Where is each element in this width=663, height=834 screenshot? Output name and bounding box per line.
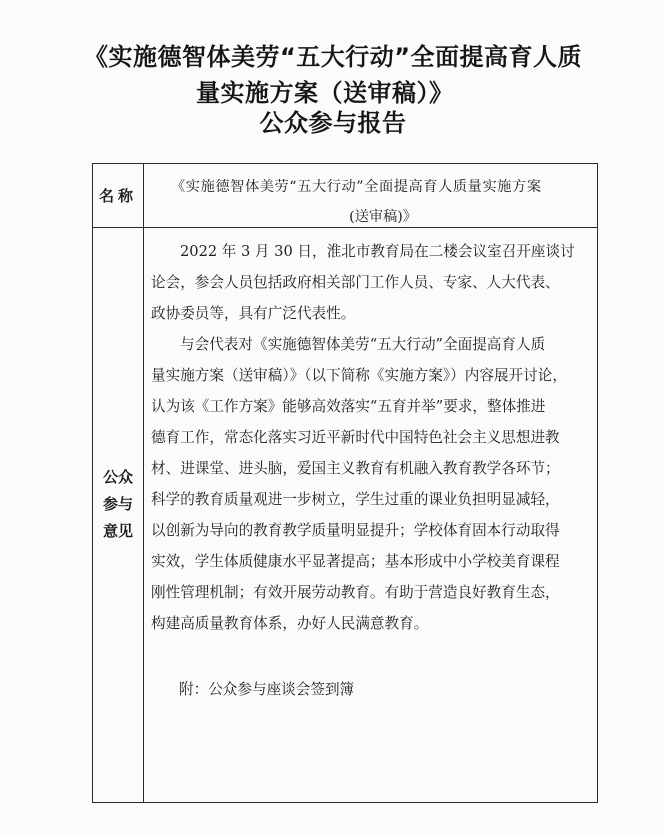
attachment-note: 附：公众参与座谈会签到簿 <box>179 681 355 698</box>
text-line: 政协委员等，具有广泛代表性。 <box>151 305 356 322</box>
text-line: 科学的教育质量观进一步树立，学生过重的课业负担明显减轻， <box>151 491 560 508</box>
opinion-label-cell <box>93 464 143 545</box>
opinion-body <box>151 236 591 639</box>
text-line: 论会，参会人员包括政府相关部门工作人员、专家、人大代表、 <box>151 274 560 291</box>
plan-name-line-2: (送审稿)》 <box>349 209 417 225</box>
document-title-line-2: 量实施方案（送审稿）》 <box>196 79 454 107</box>
opinion-label-line: 意见 <box>102 522 133 540</box>
document-title-line-3: 公众参与报告 <box>259 109 407 137</box>
table-column-divider <box>143 164 144 802</box>
paragraph-meeting <box>151 236 591 329</box>
text-line: 构建高质量教育体系，办好人民满意教育。 <box>151 615 429 632</box>
plan-name-line-1: 《实施德智体美劳“五大行动”全面提高育人质量实施方案 <box>171 179 542 195</box>
text-line: 与会代表对《实施德智体美劳“五大行动”全面提高育人质 <box>180 336 546 353</box>
text-line: 2022 年 3 月 30 日，淮北市教育局在二楼会议室召开座谈讨 <box>180 243 575 260</box>
table-row-divider <box>93 227 597 228</box>
text-line: 刚性管理机制；有效开展劳动教育。有助于营造良好教育生态， <box>151 584 560 601</box>
document-title-line-1: 《实施德智体美劳“五大行动”全面提高育人质 <box>83 43 583 71</box>
text-line: 德育工作，常态化落实习近平新时代中国特色社会主义思想进教 <box>151 429 560 446</box>
text-line: 材、进课堂、进头脑，爱国主义教育有机融入教育教学各环节； <box>151 460 560 477</box>
paragraph-discussion <box>151 329 591 639</box>
opinion-label-line: 公众 <box>102 468 133 486</box>
opinion-label-line: 参与 <box>102 495 133 513</box>
text-line: 量实施方案（送审稿）》（以下简称《实施方案》）内容展开讨论， <box>151 367 567 384</box>
text-line: 以创新为导向的教育教学质量明显提升；学校体育固本行动取得 <box>151 522 560 539</box>
report-table <box>92 163 598 803</box>
text-line: 认为该《工作方案》能够高效落实“五育并举”要求，整体推进 <box>151 398 546 415</box>
name-label-cell: 名称 <box>98 187 137 205</box>
text-line: 实效，学生体质健康水平显著提高；基本形成中小学校美育课程 <box>151 553 560 570</box>
